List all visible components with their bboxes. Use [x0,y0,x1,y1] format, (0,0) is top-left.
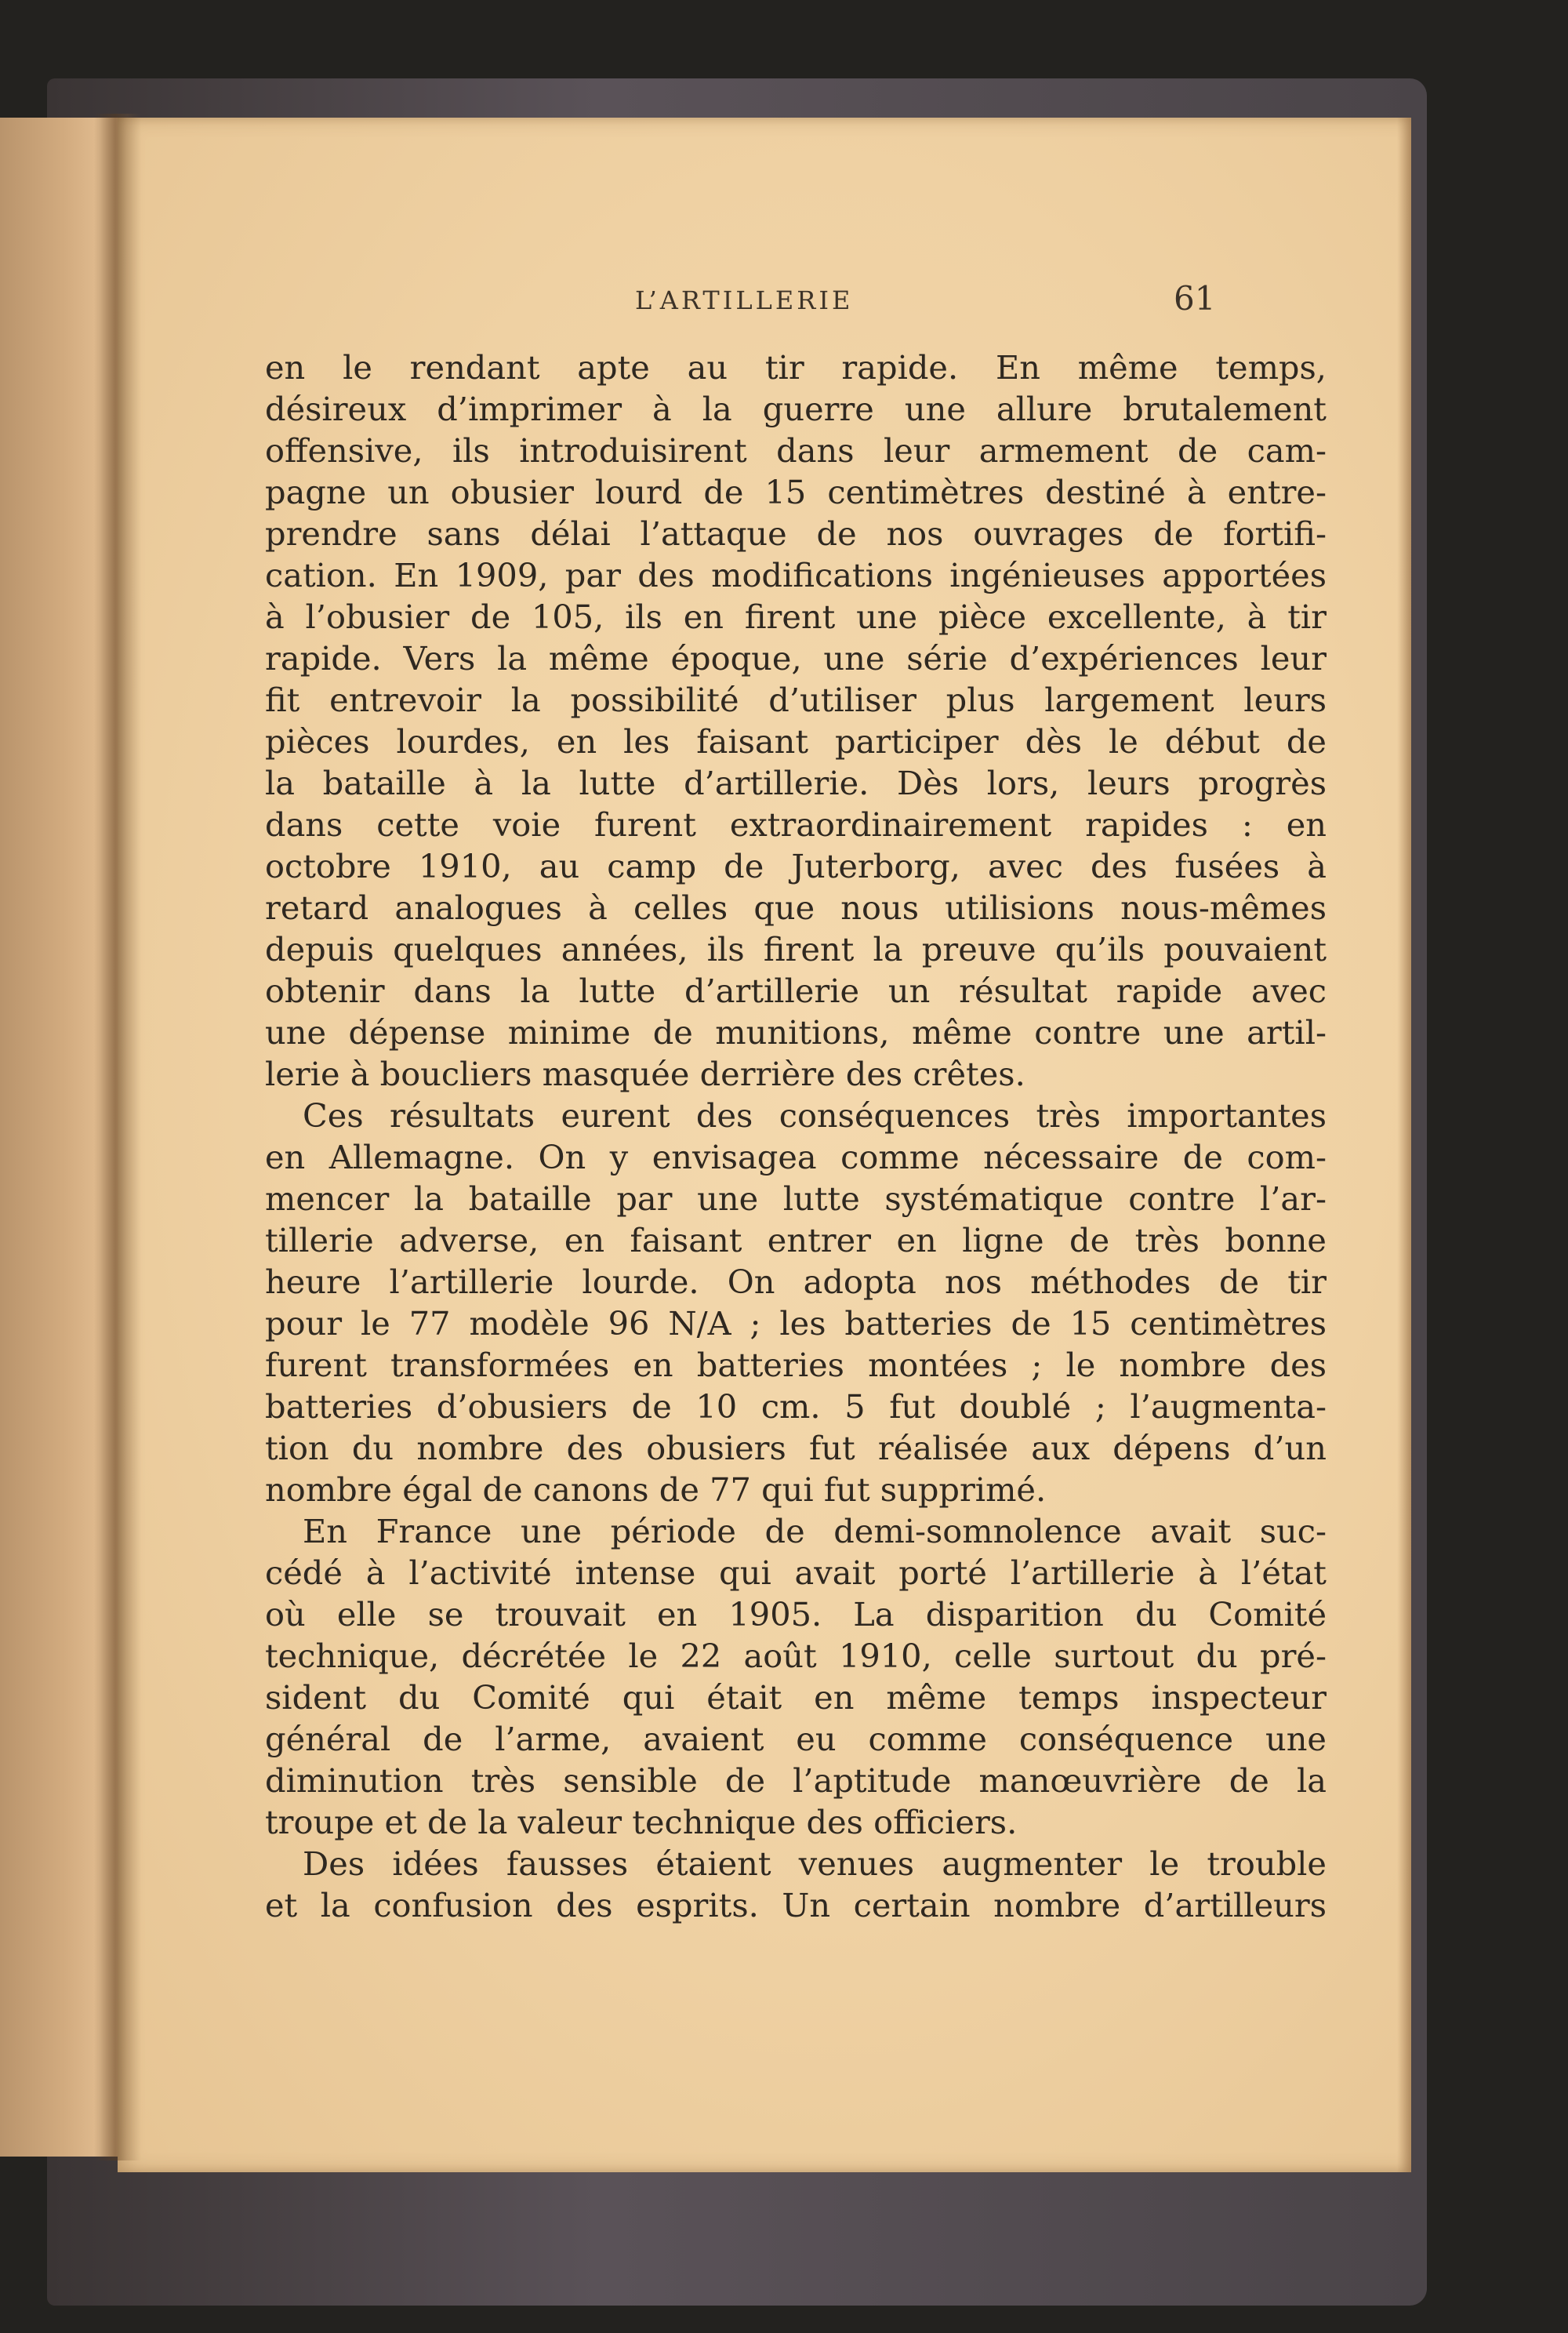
text-line: général de l’arme, avaient eu comme conséquence une [265,1720,1327,1758]
text-line: retard analogues à celles que nous utilisions nous-mêmes [265,889,1327,927]
paragraph-start-line: Ces résultats eurent des conséquences très importantes [303,1096,1327,1135]
paragraph-start-line: En France une période de demi-somnolence avait suc- [303,1512,1327,1550]
text-line: une dépense minime de munitions, même contre une artil- [265,1013,1327,1052]
body-text [265,347,1327,1926]
text-line: technique, décrétée le 22 août 1910, celle surtout du pré- [265,1637,1327,1675]
text-line: nombre égal de canons de 77 qui fut supprimé. [265,1470,1047,1509]
running-head [118,279,1411,325]
text-line: cation. En 1909, par des modifications ingénieuses apportées [265,556,1327,594]
text-line: pièces lourdes, en les faisant participer dès le début de [265,722,1327,761]
text-line: tillerie adverse, en faisant entrer en ligne de très bonne [265,1221,1327,1259]
text-line: la bataille à la lutte d’artillerie. Dès lors, leurs progrès [265,764,1327,802]
book-gutter-shadow [94,114,141,2160]
text-line: désireux d’imprimer à la guerre une allure brutalement [265,390,1327,428]
text-line: en le rendant apte au tir rapide. En même temps, [265,348,1327,387]
running-head-title: L’ARTILLERIE [635,285,854,315]
text-line: depuis quelques années, ils firent la preuve qu’ils pouvaient [265,930,1327,968]
text-line: diminution très sensible de l’aptitude manœuvrière de la [265,1761,1327,1800]
text-line: offensive, ils introduisirent dans leur armement de cam- [265,431,1327,470]
text-line: lerie à boucliers masquée derrière des crêtes. [265,1055,1025,1093]
text-line: heure l’artillerie lourde. On adopta nos méthodes de tir [265,1263,1327,1301]
page-number: 61 [1174,279,1216,318]
text-line: dans cette voie furent extraordinairement rapides : en [265,805,1327,844]
text-line: tion du nombre des obusiers fut réalisée aux dépens d’un [265,1429,1327,1467]
book-page [118,118,1411,2172]
text-line: obtenir dans la lutte d’artillerie un résultat rapide avec [265,972,1327,1010]
text-line: à l’obusier de 105, ils en firent une pièce excellente, à tir [265,598,1327,636]
text-line: sident du Comité qui était en même temps inspecteur [265,1678,1327,1717]
text-line: octobre 1910, au camp de Juterborg, avec des fusées à [265,847,1327,885]
text-line: batteries d’obusiers de 10 cm. 5 fut doublé ; l’augmenta- [265,1387,1327,1426]
text-line: fit entrevoir la possibilité d’utiliser plus largement leurs [265,681,1327,719]
text-line: mencer la bataille par une lutte systématique contre l’ar- [265,1179,1327,1218]
text-line: prendre sans délai l’attaque de nos ouvrages de fortifi- [265,514,1327,553]
text-line: pagne un obusier lourd de 15 centimètres destiné à entre- [265,473,1327,511]
text-line: où elle se trouvait en 1905. La disparition du Comité [265,1595,1327,1633]
page-fore-edge [1397,118,1411,2172]
text-line: cédé à l’activité intense qui avait porté l’artillerie à l’état [265,1554,1327,1592]
text-line: et la confusion des esprits. Un certain nombre d’artilleurs [265,1886,1327,1924]
text-line: furent transformées en batteries montées ; le nombre des [265,1346,1327,1384]
text-line: troupe et de la valeur technique des officiers. [265,1803,1018,1841]
paragraph-start-line: Des idées fausses étaient venues augmenter le trouble [303,1844,1327,1883]
text-line: pour le 77 modèle 96 N/A ; les batteries de 15 centimètres [265,1304,1327,1343]
text-line: rapide. Vers la même époque, une série d’expériences leur [265,639,1327,678]
text-line: en Allemagne. On y envisagea comme nécessaire de com- [265,1138,1327,1176]
